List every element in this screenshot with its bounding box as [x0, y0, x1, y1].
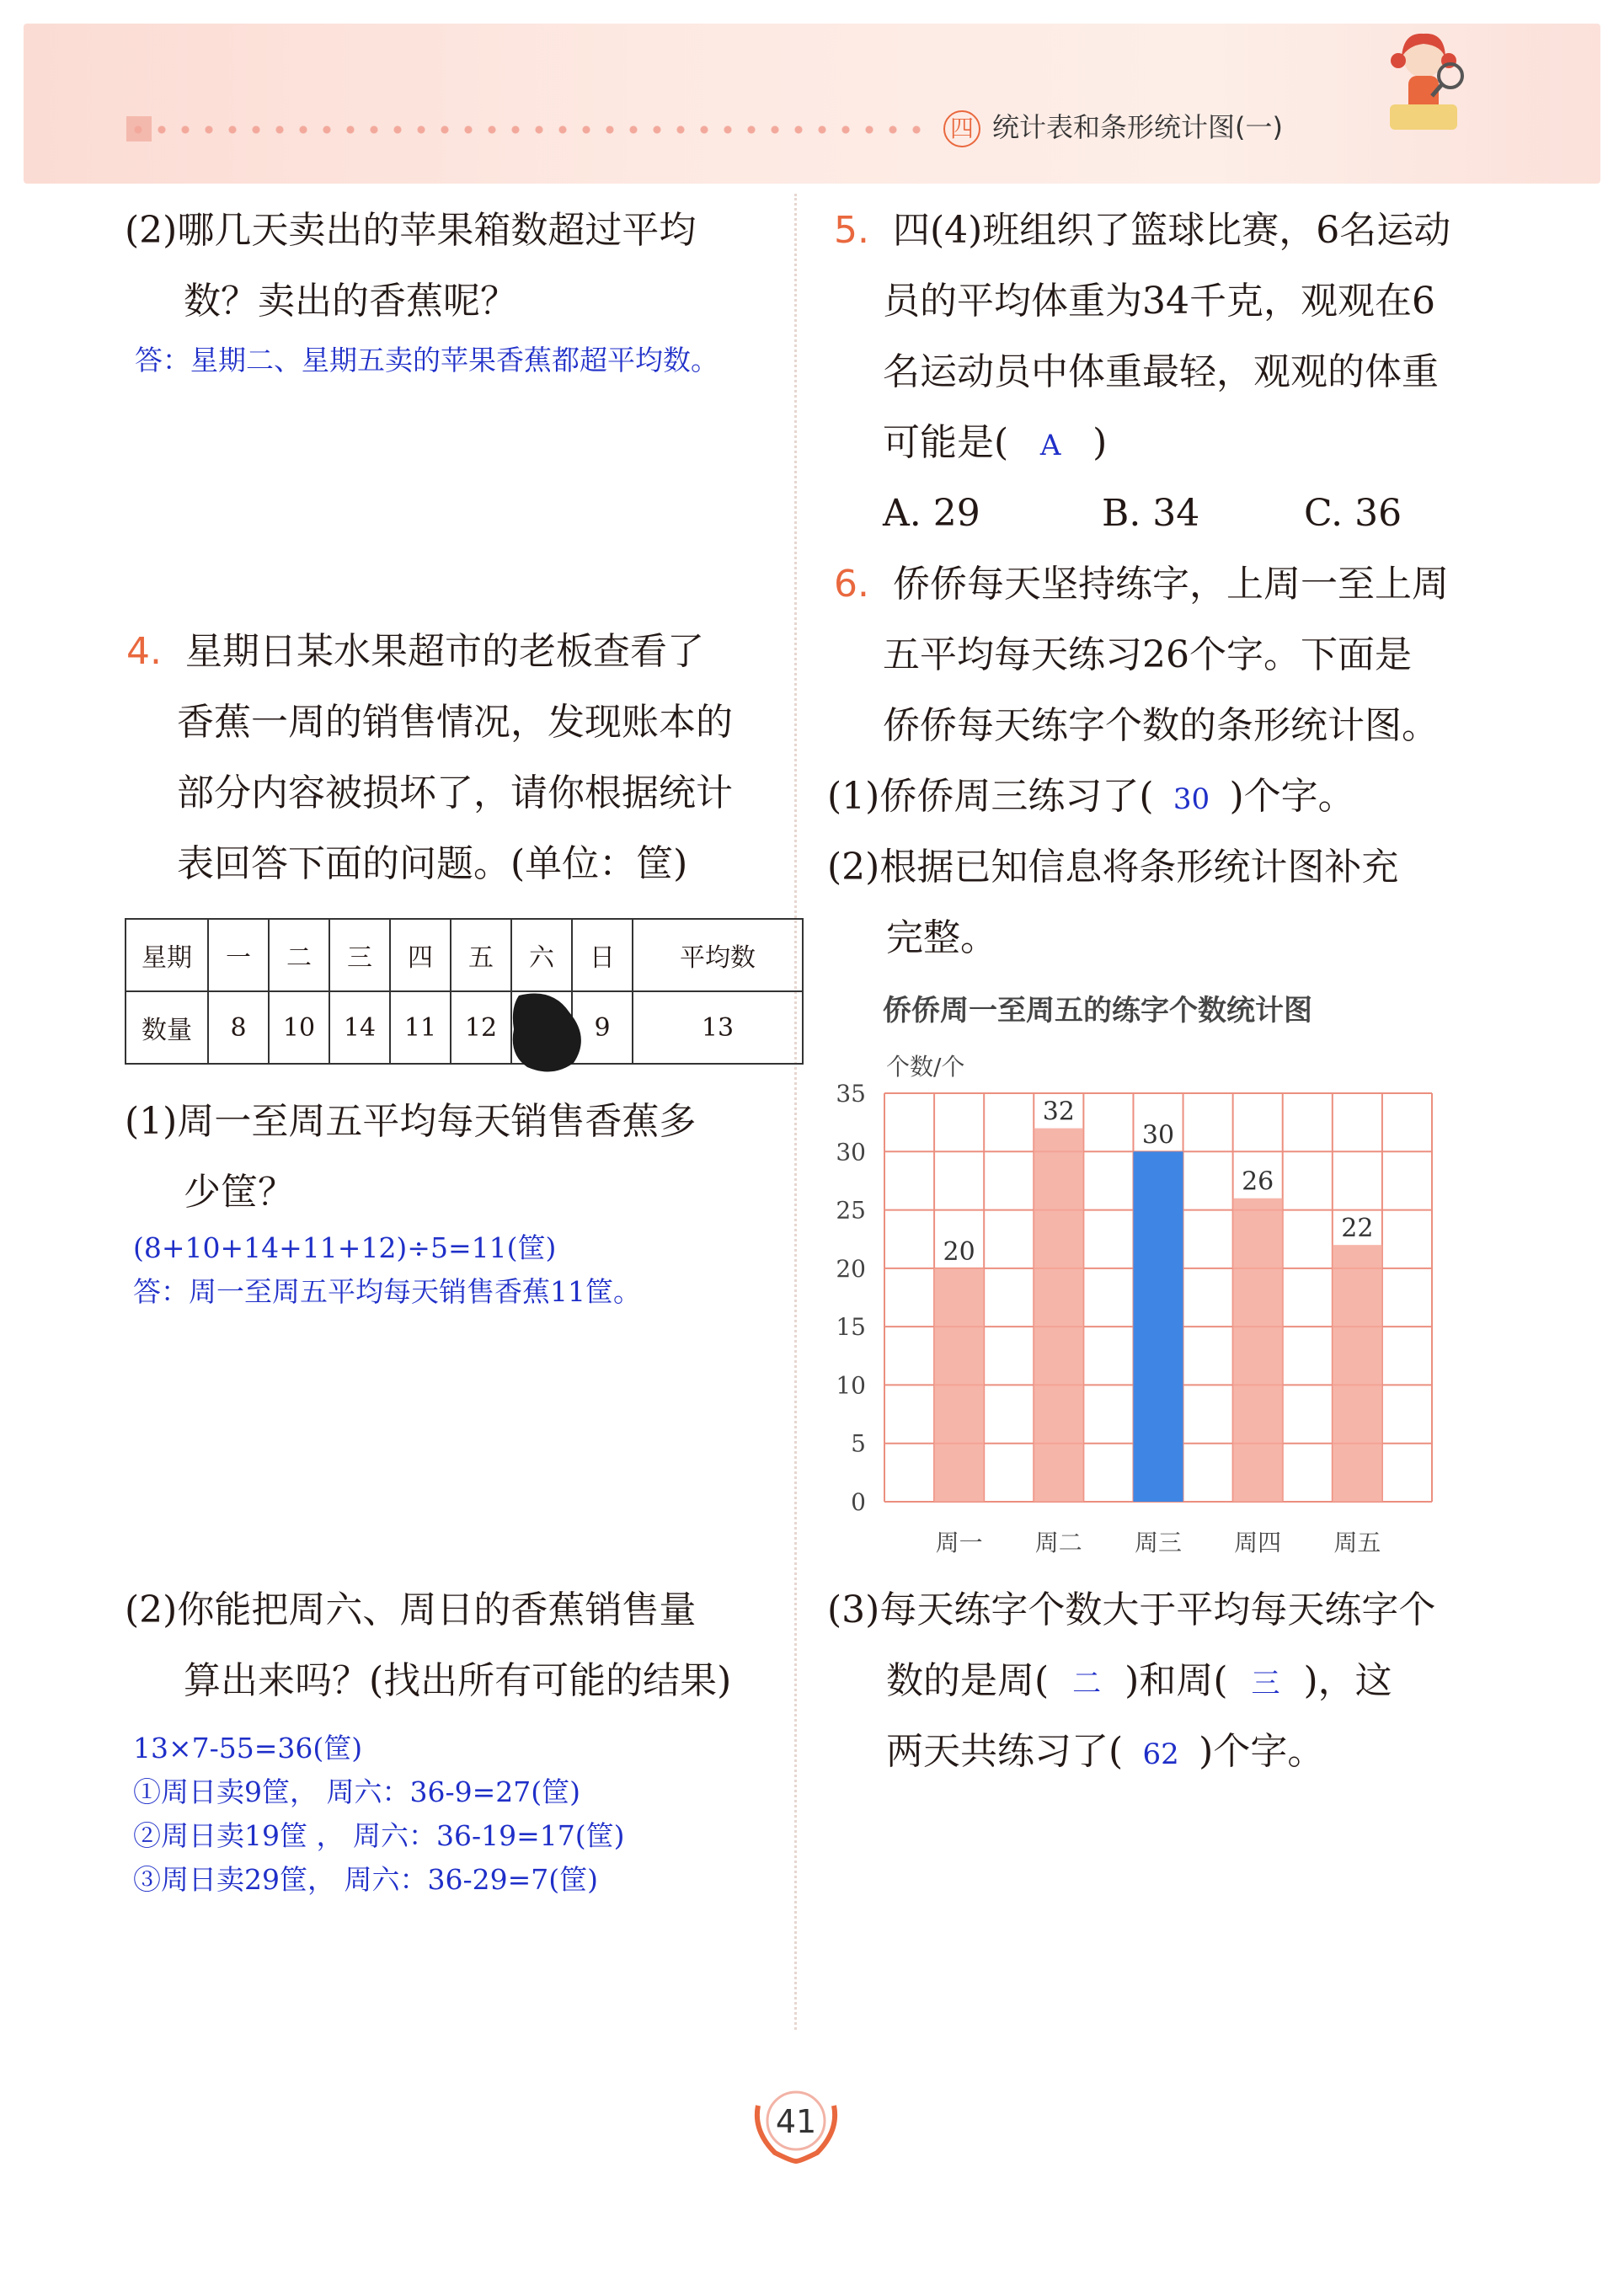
chart-y-axis-label: 个数/个	[886, 1053, 965, 1081]
q6-part3-answer2: 三	[1251, 1667, 1280, 1700]
table-row	[126, 991, 803, 1064]
table-header-cell: 一	[208, 919, 269, 991]
q4-line4: 表回答下面的问题。(单位：筐)	[177, 842, 688, 885]
table-header-cell: 星期	[126, 919, 208, 991]
q3-part2-answer: 答：星期二、星期五卖的苹果香蕉都超平均数。	[135, 344, 719, 376]
y-tick-label: 0	[851, 1488, 866, 1516]
table-header-row	[126, 919, 803, 991]
table-cell: 11	[390, 991, 451, 1064]
bar-value-label: 20	[943, 1236, 975, 1267]
bar	[1133, 1151, 1183, 1502]
q4-part2-line1: (2)你能把周六、周日的香蕉销售量	[125, 1588, 697, 1631]
column-divider	[794, 194, 797, 2030]
q4-part2-answer3: ②周日卖19筐 ， 周六：36-19=17(筐)	[133, 1819, 625, 1852]
q6-part2-line1: (2)根据已知信息将条形统计图补充	[827, 846, 1399, 889]
y-tick-label: 35	[836, 1080, 866, 1108]
table-header-cell: 二	[269, 919, 329, 991]
q6-part1: (1)侨侨周三练习了( 30 )个字。	[827, 761, 1355, 835]
y-tick-label: 20	[836, 1254, 866, 1283]
table-header-cell: 平均数	[633, 919, 803, 991]
q4-part2-answer2: ①周日卖9筐， 周六：36-9=27(筐)	[133, 1775, 581, 1808]
y-tick-label: 25	[836, 1196, 866, 1225]
practice-bar-chart	[825, 1070, 1449, 1567]
y-tick-label: 15	[836, 1313, 866, 1342]
q4-part2-answer1: 13×7-55=36(筐)	[133, 1732, 363, 1764]
page-number-badge	[741, 2080, 851, 2165]
y-tick-label: 30	[836, 1138, 866, 1167]
q5-line1: 5. 四(4)班组织了篮球比赛，6名运动	[834, 209, 1451, 252]
bar	[1233, 1199, 1283, 1502]
q6-part3-line1: (3)每天练字个数大于平均每天练字个	[827, 1588, 1436, 1631]
y-tick-label: 10	[836, 1371, 866, 1400]
ink-blot	[502, 987, 595, 1080]
q6-part2-line2: 完整。	[886, 916, 997, 959]
bar	[934, 1268, 984, 1502]
q6-line1: 6. 侨侨每天坚持练字，上周一至上周	[834, 563, 1449, 606]
x-tick-label: 周五	[1333, 1529, 1381, 1556]
chapter-number: 四	[943, 110, 980, 147]
chapter-title: 四 统计表和条形统计图(一)	[943, 106, 1283, 147]
q4-part2-line2: 算出来吗？(找出所有可能的结果)	[184, 1659, 732, 1702]
table-header-cell: 三	[329, 919, 390, 991]
bar-value-label: 30	[1141, 1120, 1175, 1151]
q5-option-b: B. 34	[1102, 492, 1200, 535]
q3-part2-line2: 数？卖出的香蕉呢？	[184, 280, 517, 323]
q4-part1-line2: 少筐？	[184, 1171, 295, 1214]
q6-part3-line2: 数的是周( 二 )和周( 三 )，这	[886, 1646, 1392, 1719]
q6-part1-answer: 30	[1173, 782, 1210, 816]
bar	[1333, 1245, 1382, 1502]
q4-number: 4.	[126, 630, 162, 673]
x-tick-label: 周四	[1234, 1529, 1282, 1556]
table-cell: 8	[208, 991, 269, 1064]
table-cell: 13	[633, 991, 803, 1064]
q6-part3-answer3: 62	[1142, 1738, 1179, 1771]
q3-part2-line1: (2)哪几天卖出的苹果箱数超过平均	[125, 209, 697, 252]
bar-value-label: 26	[1242, 1167, 1274, 1197]
q5-option-a: A. 29	[883, 492, 980, 535]
q6-part3-line3: 两天共练习了( 62 )个字。	[886, 1716, 1324, 1790]
bar	[1034, 1129, 1083, 1502]
q5-answer: A	[1039, 429, 1061, 462]
banana-sales-table	[125, 918, 804, 1065]
q5-option-c: C. 36	[1304, 492, 1402, 535]
table-header-cell: 日	[572, 919, 633, 991]
table-header-cell: 六	[511, 919, 572, 991]
chart-title: 侨侨周一至周五的练字个数统计图	[883, 994, 1312, 1028]
table-header-cell: 四	[390, 919, 451, 991]
page-number: 41	[775, 2103, 817, 2140]
q4-part1-answer1: (8+10+14+11+12)÷5=11(筐)	[133, 1231, 557, 1264]
table-cell: 10	[269, 991, 329, 1064]
q4-line3: 部分内容被损坏了，请你根据统计	[177, 771, 733, 814]
table-header-cell: 五	[451, 919, 511, 991]
q5-line4: 可能是( A )	[883, 408, 1107, 481]
q5-line3: 名运动员中体重最轻，观观的体重	[883, 350, 1439, 393]
header-dots	[126, 125, 935, 135]
q6-line3: 侨侨每天练字个数的条形统计图。	[883, 704, 1439, 747]
q5-number: 5.	[834, 209, 869, 252]
y-tick-label: 5	[851, 1429, 866, 1458]
q4-part1-answer2: 答：周一至周五平均每天销售香蕉11筐。	[133, 1275, 641, 1308]
bar-value-label: 32	[1042, 1097, 1075, 1127]
q6-part3-answer1: 二	[1072, 1667, 1102, 1700]
q6-number: 6.	[834, 563, 869, 606]
x-tick-label: 周一	[935, 1529, 983, 1556]
x-tick-label: 周二	[1034, 1529, 1082, 1556]
x-tick-label: 周三	[1134, 1529, 1183, 1556]
q4-line2: 香蕉一周的销售情况，发现账本的	[177, 701, 733, 744]
q4-part1-line1: (1)周一至周五平均每天销售香蕉多	[125, 1100, 697, 1143]
bar-value-label: 22	[1341, 1214, 1374, 1244]
table-cell: 14	[329, 991, 390, 1064]
table-cell: 数量	[126, 991, 208, 1064]
q6-line2: 五平均每天练习26个字。下面是	[883, 633, 1412, 676]
table-cell: 9	[572, 991, 633, 1064]
table-cell: 12	[451, 991, 511, 1064]
q4-part2-answer4: ③周日卖29筐， 周六：36-29=7(筐)	[133, 1863, 599, 1896]
q4-line1: 4. 星期日某水果超市的老板查看了	[126, 630, 704, 673]
q5-line2: 员的平均体重为34千克，观观在6	[883, 280, 1435, 323]
reading-girl-illustration	[1365, 24, 1482, 158]
